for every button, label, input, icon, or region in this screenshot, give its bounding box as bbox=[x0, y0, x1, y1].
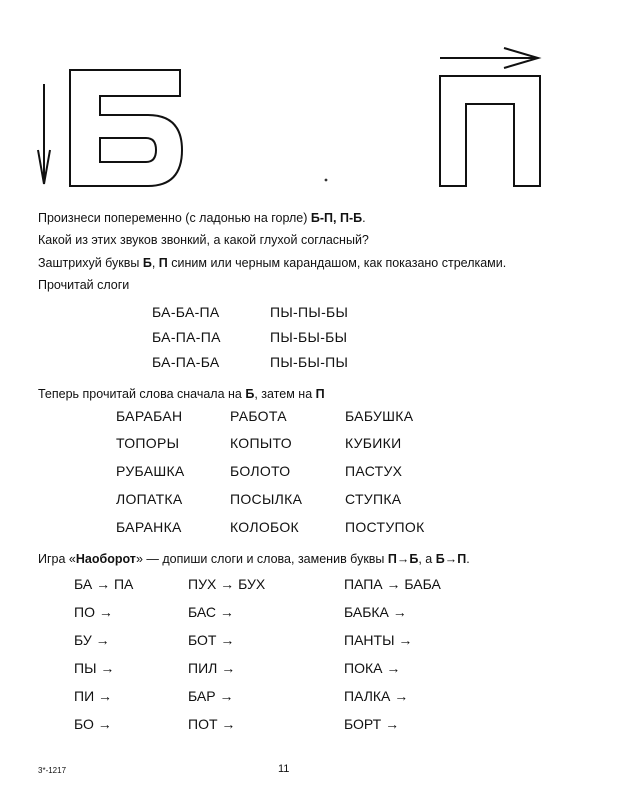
game-heading: Игра «Наоборот» — допиши слоги и слова, заменив буквы П→Б, а Б→П. bbox=[38, 552, 470, 566]
instruction-line-1: Произнеси попеременно (с ладонью на горле) Б-П, П-Б. bbox=[38, 211, 366, 225]
letter-b-outline bbox=[70, 70, 182, 186]
word: БАРАНКА bbox=[116, 519, 182, 535]
instruction-line-2: Какой из этих звуков звонкий, а какой глухой согласный? bbox=[38, 233, 369, 247]
game-item: ПИЛ → bbox=[188, 660, 236, 676]
word: КОПЫТО bbox=[230, 435, 292, 451]
word: ПАСТУХ bbox=[345, 463, 403, 479]
word: БАБУШКА bbox=[345, 408, 414, 424]
game-item: БАС → bbox=[188, 604, 234, 620]
letter-p-outline bbox=[440, 76, 540, 186]
word: ПОСЫЛКА bbox=[230, 491, 303, 507]
page-number: 11 bbox=[278, 763, 290, 775]
word: БОЛОТО bbox=[230, 463, 291, 479]
words-heading: Теперь прочитай слова сначала на Б, затем на П bbox=[38, 387, 325, 401]
syllable: БА-ПА-БА bbox=[152, 354, 220, 370]
game-item: ПАЛКА → bbox=[344, 688, 409, 704]
game-item: БОТ → bbox=[188, 632, 235, 648]
word: КОЛОБОК bbox=[230, 519, 299, 535]
game-item: БУ → bbox=[74, 632, 110, 648]
word: ТОПОРЫ bbox=[116, 435, 180, 451]
down-arrow-icon bbox=[38, 84, 50, 184]
game-item: ПОКА → bbox=[344, 660, 401, 676]
game-item: ПОТ → bbox=[188, 716, 236, 732]
syllable: ПЫ-БЫ-ПЫ bbox=[270, 354, 349, 370]
game-item: ПУХ → БУХ bbox=[188, 576, 266, 592]
syllable: ПЫ-ПЫ-БЫ bbox=[270, 304, 349, 320]
game-item: БАР → bbox=[188, 688, 234, 704]
header-letters bbox=[0, 0, 626, 200]
game-item: ПАПА → БАБА bbox=[344, 576, 441, 592]
instruction-line-4: Прочитай слоги bbox=[38, 278, 130, 292]
game-item: БА → ПА bbox=[74, 576, 134, 592]
print-code: 3*-1217 bbox=[38, 766, 67, 775]
game-item: БАБКА → bbox=[344, 604, 407, 620]
word: ПОСТУПОК bbox=[345, 519, 425, 535]
word: СТУПКА bbox=[345, 491, 402, 507]
game-item: ПАНТЫ → bbox=[344, 632, 413, 648]
syllable: БА-ПА-ПА bbox=[152, 329, 221, 345]
right-arrow-icon bbox=[440, 48, 538, 68]
word: РУБАШКА bbox=[116, 463, 185, 479]
word: БАРАБАН bbox=[116, 408, 183, 424]
instruction-line-3: Заштрихуй буквы Б, П синим или черным карандашом, как показано стрелками. bbox=[38, 256, 507, 270]
word: ЛОПАТКА bbox=[116, 491, 183, 507]
syllable: ПЫ-БЫ-БЫ bbox=[270, 329, 348, 345]
game-item: ПИ → bbox=[74, 688, 113, 704]
game-item: БО → bbox=[74, 716, 112, 732]
word: КУБИКИ bbox=[345, 435, 402, 451]
game-item: ПЫ → bbox=[74, 660, 115, 676]
syllable: БА-БА-ПА bbox=[152, 304, 220, 320]
word: РАБОТА bbox=[230, 408, 287, 424]
game-item: ПО → bbox=[74, 604, 113, 620]
game-item: БОРТ → bbox=[344, 716, 400, 732]
